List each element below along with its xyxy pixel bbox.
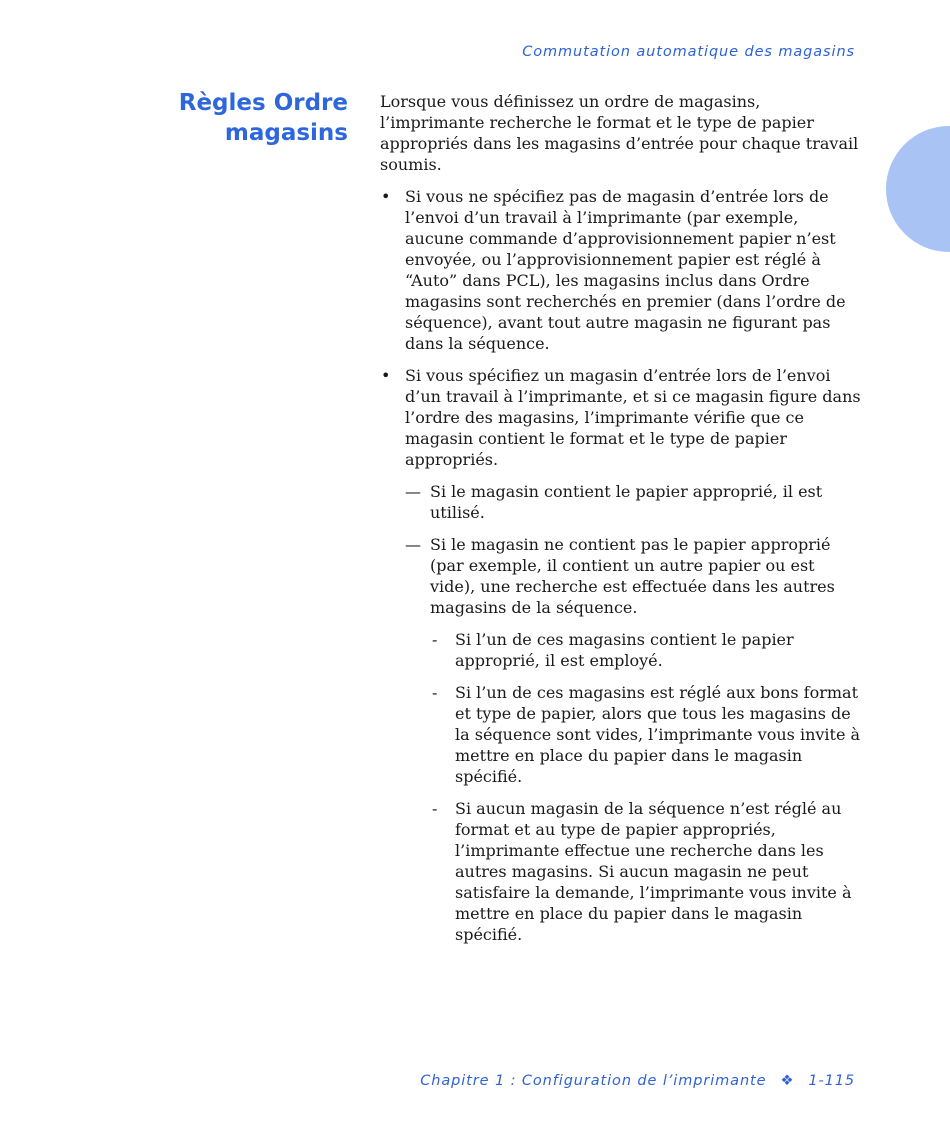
list-item: [380, 534, 862, 618]
section-heading-line-2: magasins: [224, 120, 348, 146]
hyphen-marker: -: [432, 683, 438, 702]
list-item: [380, 186, 862, 354]
list-item-text: Si le magasin contient le papier approprié, il est utilisé.: [430, 482, 823, 522]
footer-chapter-title: Chapitre 1 : Configuration de l’imprimante: [420, 1073, 767, 1089]
list-item: [380, 629, 862, 671]
dash-marker: —: [405, 482, 421, 501]
section-heading: [128, 88, 348, 148]
dash-marker: —: [405, 535, 421, 554]
running-footer: [420, 1073, 855, 1089]
list-item-text: Si le magasin ne contient pas le papier approprié (par exemple, il contient un autre papier ou est vide), une recherche est effectuée dans les autres magasins de la séquence.: [430, 535, 835, 617]
list-item-text: Si vous ne spécifiez pas de magasin d’entrée lors de l’envoi d’un travail à l’imprimante (par exemple, aucune commande d’approvisionnement papier n’est envoyée, ou l’approvisionnement papier est réglé à “Auto” dans PCL), les magasins inclus dans Ordre magasins sont recherchés en premier (dans l’ordre de séquence), avant tout autre magasin ne figurant pas dans la séquence.: [405, 187, 846, 353]
list-item-text: Si l’un de ces magasins contient le papier approprié, il est employé.: [455, 630, 794, 670]
bullet-marker: •: [381, 187, 391, 206]
chapter-thumb-tab: [886, 126, 950, 252]
hyphen-marker: -: [432, 799, 438, 818]
footer-separator-icon: ❖: [780, 1073, 795, 1089]
section-heading-line-1: Règles Ordre: [178, 90, 348, 116]
list-item-text: Si aucun magasin de la séquence n’est réglé au format et au type de papier appropriés, l’imprimante effectue une recherche dans les autres magasins. Si aucun magasin ne peut satisfaire la demande, l’imprimante vous invite à mettre en place du papier dans le magasin spécifié.: [455, 799, 852, 944]
body-text: [380, 91, 862, 956]
list-item-text: Si vous spécifiez un magasin d’entrée lors de l’envoi d’un travail à l’imprimante, et si ce magasin figure dans l’ordre des magasins, l’imprimante vérifie que ce magasin contient le format et le type de papier appropriés.: [405, 366, 861, 469]
intro-paragraph: Lorsque vous définissez un ordre de magasins, l’imprimante recherche le format et le type de papier appropriés dans les magasins d’entrée pour chaque travail soumis.: [380, 92, 859, 174]
bullet-marker: •: [381, 366, 391, 385]
hyphen-marker: -: [432, 630, 438, 649]
list-item: [380, 365, 862, 470]
page-number: 1-115: [808, 1073, 855, 1089]
list-item: [380, 481, 862, 523]
list-item: [380, 798, 862, 945]
list-item: [380, 682, 862, 787]
list-item-text: Si l’un de ces magasins est réglé aux bons format et type de papier, alors que tous les magasins de la séquence sont vides, l’imprimante vous invite à mettre en place du papier dans le magasin spécifié.: [455, 683, 861, 786]
running-header: Commutation automatique des magasins: [522, 44, 855, 60]
